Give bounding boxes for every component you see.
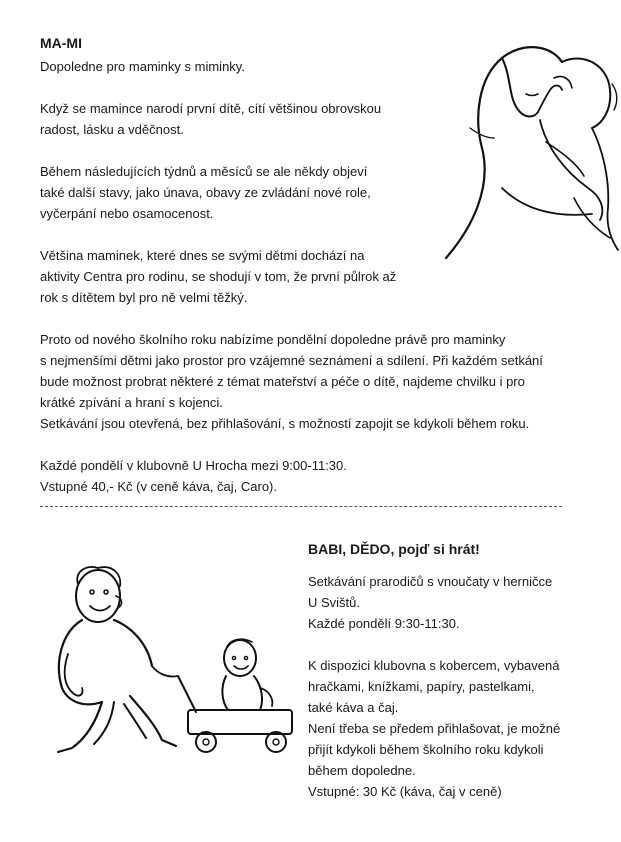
babi-price: Vstupné: 30 Kč (káva, čaj v ceně) [308,784,502,799]
mami-para1-line1: Když se mamince narodí první dítě, cítí většinou obrovskou [40,101,382,116]
babi-para2-line4: Není třeba se předem přihlašovat, je možné [308,721,561,736]
mami-schedule: Každé pondělí v klubovně U Hrocha mezi 9:00-11:30. [40,458,347,473]
mami-para3-line2: aktivity Centra pro rodinu, se shodují v tom, že první půlrok až [40,269,397,284]
babi-para2-line1: K dispozici klubovna s kobercem, vybavená [308,658,560,673]
mami-title: MA-MI [40,35,82,51]
babi-para2-line3: také káva a čaj. [308,700,399,715]
babi-para2-line2: hračkami, knížkami, papíry, pastelkami, [308,679,535,694]
mami-para1-line2: radost, lásku a vděčnost. [40,122,184,137]
babi-section [308,540,598,802]
section-divider [40,506,562,507]
mami-para4-line5: Setkávání jsou otevřená, bez přihlašování, s možností zapojit se kdykoli během roku. [40,416,530,431]
babi-title: BABI, DĚDO, pojď si hrát! [308,541,480,557]
babi-para1-line3: Každé pondělí 9:30-11:30. [308,616,460,631]
mami-para2-line1: Během následujících týdnů a měsíců se ale někdy objeví [40,164,368,179]
babi-para1-line2: U Svištů. [308,595,361,610]
mami-para4-line4: krátké zpívání a hraní s kojenci. [40,395,223,410]
mami-para4-line1: Proto od nového školního roku nabízíme pondělní dopoledne právě pro maminky [40,332,506,347]
babi-para2-line5: přijít kdykoli během školního roku kdykoli [308,742,544,757]
babi-para2-line6: během dopoledne. [308,763,416,778]
mami-para4-line2: s nejmenšími dětmi jako prostor pro vzájemné seznámení a sdílení. Při každém setkání [40,353,543,368]
mami-para4-line3: bude možnost probrat některé z témat mateřství a péče o dítě, najdeme chvilku i pro [40,374,525,389]
mami-subtitle: Dopoledne pro maminky s miminky. [40,59,245,74]
babi-para1-line1: Setkávání prarodičů s vnoučaty v herničce [308,574,553,589]
mother-child-illustration [442,38,620,260]
grandpa-wagon-illustration [28,562,300,760]
mami-price: Vstupné 40,- Kč (v ceně káva, čaj, Caro). [40,479,277,494]
mami-para2-line3: vyčerpání nebo osamocenost. [40,206,214,221]
mami-para3-line3: rok s dítětem byl pro ně velmi těžký. [40,290,248,305]
mami-para3-line1: Většina maminek, které dnes se svými dětmi dochází na [40,248,365,263]
mami-para2-line2: také další stavy, jako únava, obavy ze zvládání nové role, [40,185,371,200]
